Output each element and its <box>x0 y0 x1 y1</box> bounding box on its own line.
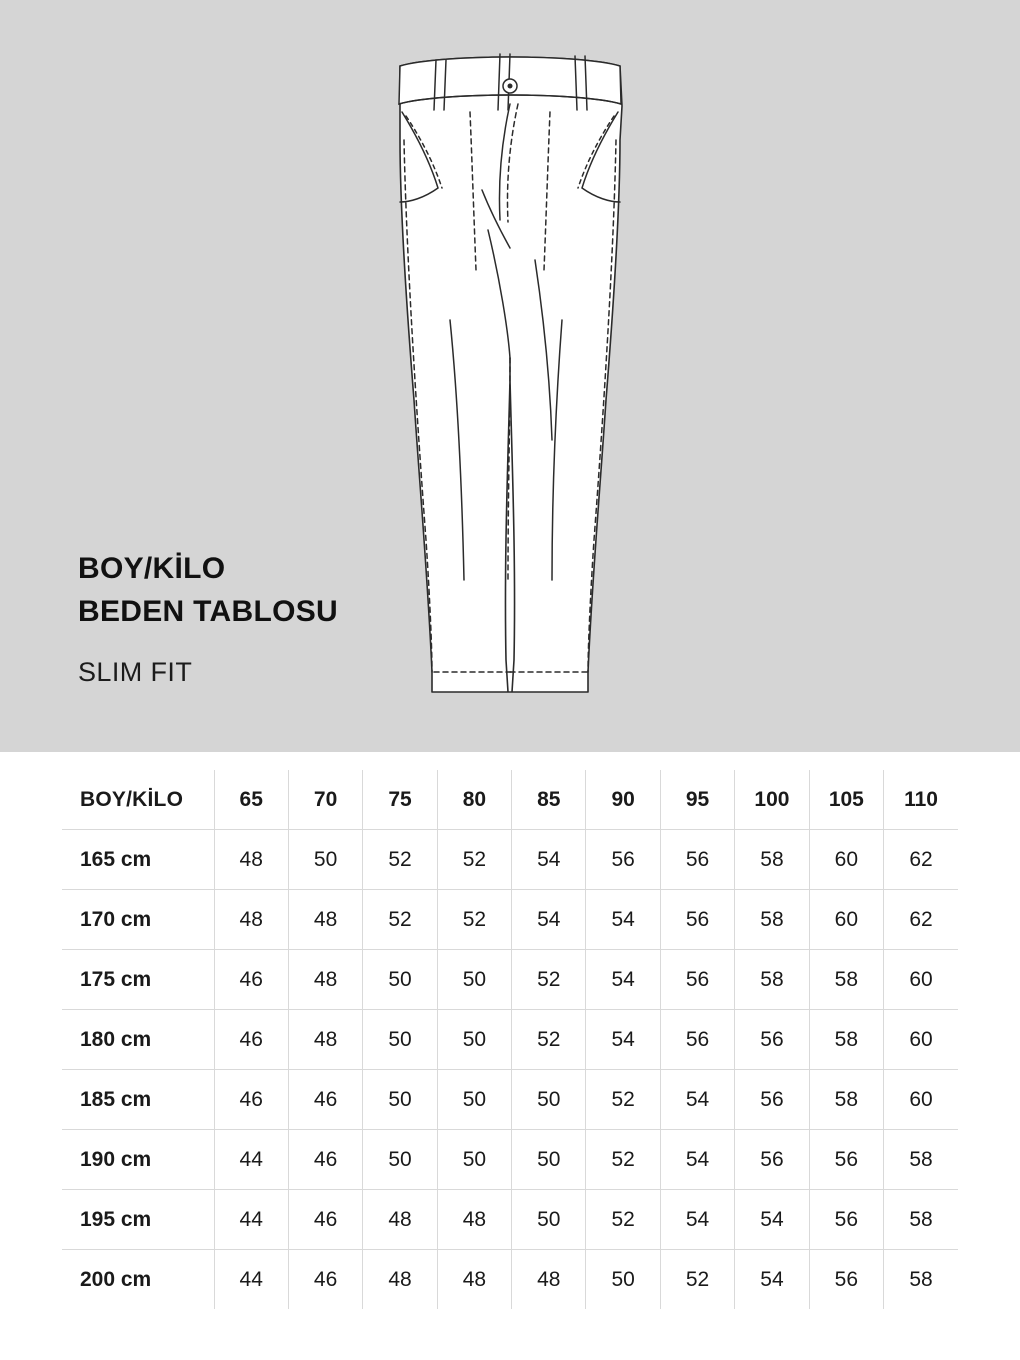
column-header: 70 <box>288 770 362 830</box>
table-corner-label: BOY/KİLO <box>62 770 214 830</box>
table-cell: 54 <box>735 1190 809 1250</box>
page-title-line-1: BOY/KİLO <box>78 552 226 585</box>
table-cell: 48 <box>288 890 362 950</box>
table-cell: 50 <box>512 1190 586 1250</box>
table-cell: 52 <box>660 1250 734 1310</box>
row-header: 175 cm <box>62 950 214 1010</box>
table-cell: 56 <box>809 1190 883 1250</box>
table-cell: 54 <box>586 1010 660 1070</box>
table-cell: 60 <box>809 830 883 890</box>
table-cell: 46 <box>288 1190 362 1250</box>
table-cell: 58 <box>735 830 809 890</box>
table-cell: 46 <box>214 950 288 1010</box>
table-cell: 48 <box>363 1250 437 1310</box>
table-row <box>62 1010 958 1070</box>
table-cell: 46 <box>214 1070 288 1130</box>
table-cell: 60 <box>884 1070 958 1130</box>
row-header: 170 cm <box>62 890 214 950</box>
row-header: 165 cm <box>62 830 214 890</box>
table-cell: 62 <box>884 890 958 950</box>
table-cell: 48 <box>512 1250 586 1310</box>
table-cell: 48 <box>437 1190 511 1250</box>
row-header: 200 cm <box>62 1250 214 1310</box>
table-cell: 56 <box>660 1010 734 1070</box>
table-cell: 54 <box>660 1130 734 1190</box>
table-cell: 54 <box>512 830 586 890</box>
table-cell: 54 <box>512 890 586 950</box>
table-cell: 56 <box>660 830 734 890</box>
table-cell: 56 <box>735 1130 809 1190</box>
column-header: 65 <box>214 770 288 830</box>
table-cell: 44 <box>214 1190 288 1250</box>
column-header: 85 <box>512 770 586 830</box>
table-cell: 62 <box>884 830 958 890</box>
column-header: 110 <box>884 770 958 830</box>
table-cell: 60 <box>809 890 883 950</box>
table-cell: 52 <box>586 1190 660 1250</box>
table-cell: 50 <box>363 1130 437 1190</box>
table-header-row <box>62 770 958 830</box>
size-table-body <box>62 830 958 1310</box>
table-cell: 50 <box>363 950 437 1010</box>
table-cell: 60 <box>884 950 958 1010</box>
table-cell: 50 <box>363 1070 437 1130</box>
table-cell: 50 <box>512 1130 586 1190</box>
table-cell: 46 <box>288 1070 362 1130</box>
table-row <box>62 890 958 950</box>
table-cell: 48 <box>363 1190 437 1250</box>
table-cell: 50 <box>437 1070 511 1130</box>
table-cell: 54 <box>660 1190 734 1250</box>
fit-subtitle: SLIM FIT <box>78 657 193 688</box>
table-cell: 52 <box>512 1010 586 1070</box>
table-cell: 50 <box>586 1250 660 1310</box>
table-cell: 58 <box>809 1010 883 1070</box>
table-cell: 52 <box>512 950 586 1010</box>
table-row <box>62 1130 958 1190</box>
table-cell: 58 <box>884 1190 958 1250</box>
row-header: 180 cm <box>62 1010 214 1070</box>
table-cell: 58 <box>884 1130 958 1190</box>
table-cell: 56 <box>586 830 660 890</box>
table-row <box>62 950 958 1010</box>
table-cell: 50 <box>437 1130 511 1190</box>
table-cell: 56 <box>809 1130 883 1190</box>
size-table-head <box>62 770 958 830</box>
table-row <box>62 1190 958 1250</box>
table-cell: 52 <box>363 890 437 950</box>
table-cell: 52 <box>586 1070 660 1130</box>
table-cell: 54 <box>586 890 660 950</box>
table-cell: 50 <box>288 830 362 890</box>
table-cell: 46 <box>288 1250 362 1310</box>
column-header: 75 <box>363 770 437 830</box>
table-cell: 48 <box>288 950 362 1010</box>
chart-heading-block <box>78 548 498 688</box>
table-cell: 46 <box>214 1010 288 1070</box>
table-cell: 48 <box>437 1250 511 1310</box>
table-cell: 52 <box>363 830 437 890</box>
size-table <box>62 770 958 1309</box>
page-title-line-2: BEDEN TABLOSU <box>78 594 339 628</box>
table-cell: 56 <box>735 1070 809 1130</box>
table-cell: 60 <box>884 1010 958 1070</box>
table-cell: 58 <box>735 890 809 950</box>
table-cell: 50 <box>437 1010 511 1070</box>
table-cell: 48 <box>288 1010 362 1070</box>
row-header: 190 cm <box>62 1130 214 1190</box>
table-cell: 54 <box>660 1070 734 1130</box>
table-cell: 44 <box>214 1250 288 1310</box>
table-row <box>62 1070 958 1130</box>
row-header: 195 cm <box>62 1190 214 1250</box>
column-header: 100 <box>735 770 809 830</box>
table-cell: 46 <box>288 1130 362 1190</box>
table-cell: 50 <box>363 1010 437 1070</box>
column-header: 105 <box>809 770 883 830</box>
table-cell: 44 <box>214 1130 288 1190</box>
table-row <box>62 1250 958 1310</box>
table-cell: 48 <box>214 890 288 950</box>
table-cell: 50 <box>512 1070 586 1130</box>
table-cell: 58 <box>809 1070 883 1130</box>
column-header: 90 <box>586 770 660 830</box>
table-cell: 56 <box>660 890 734 950</box>
table-cell: 58 <box>735 950 809 1010</box>
size-table-section <box>0 752 1020 1360</box>
table-row <box>62 830 958 890</box>
table-cell: 58 <box>909 1267 933 1291</box>
table-cell: 50 <box>437 950 511 1010</box>
table-cell: 52 <box>586 1130 660 1190</box>
table-cell: 58 <box>809 950 883 1010</box>
table-cell: 54 <box>586 950 660 1010</box>
table-cell: 48 <box>214 830 288 890</box>
column-header: 80 <box>437 770 511 830</box>
table-cell: 52 <box>437 890 511 950</box>
table-cell: 56 <box>735 1010 809 1070</box>
table-cell: 56 <box>809 1250 883 1310</box>
table-cell: 54 <box>735 1250 809 1310</box>
table-cell: 52 <box>437 830 511 890</box>
row-header: 185 cm <box>62 1070 214 1130</box>
column-header: 95 <box>660 770 734 830</box>
table-cell: 56 <box>660 950 734 1010</box>
